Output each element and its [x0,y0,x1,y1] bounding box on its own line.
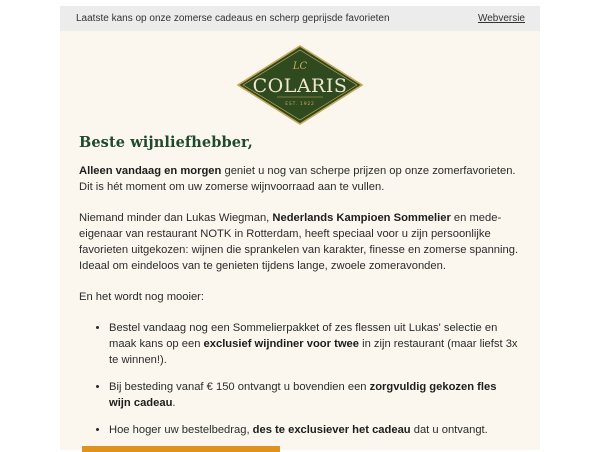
bullet-bold: exclusief wijndiner voor twee [203,338,359,350]
greeting-heading: Beste wijnliefhebber, [79,134,253,151]
cta-button[interactable] [82,446,280,452]
paragraph-sommelier [79,210,521,274]
bullet-text: in zijn restaurant (maar liefst 3x te winnen!). [109,338,518,366]
colaris-logo[interactable] [237,45,363,125]
bullet-text: . [172,397,176,409]
sommelier-title: Nederlands Kampioen Sommelier [272,212,451,224]
bullet-bold: zorgvuldig gekozen fles wijn cadeau [109,381,497,409]
logo-diamond-icon [237,45,363,125]
list-item [109,320,521,368]
bullet-text-pre: Bij besteding vanaf € 150 ontvangt u bovendien een [109,381,370,393]
bullet-text: dat u ontvangt. [410,424,488,436]
bullet-text-pre: Hoe hoger uw bestelbedrag, [109,424,253,436]
intro-bold: Alleen vandaag en morgen [79,165,222,177]
email-content [60,31,540,450]
intro-text: geniet u nog van scherpe prijzen op onze zomerfavorieten. Dit is hét moment om uw zomerse wijnvoorraad aan te vullen. [79,165,516,193]
logo-monogram: LC [292,61,308,72]
paragraph-intro [79,163,521,195]
preheader-text: Laatste kans op onze zomerse cadeaus en scherp geprijsde favorieten [76,13,390,24]
sommelier-text: en mede-eigenaar van restaurant NOTK in Rotterdam, heeft speciaal voor u zijn persoonlijke favorieten uitgekozen: wijnen die sprankelen van karakter, finesse en zomerse spanning. Ideaal om eindeloos van te genieten tijdens lange, zwoele zomeravonden. [79,212,519,272]
bullet-text-pre: Bestel vandaag nog een Sommelierpakket of zes flessen uit Lukas' selectie en maak kans op een [109,322,498,350]
webversion-link[interactable]: Webversie [477,13,525,24]
list-item [109,379,521,411]
benefit-list [79,320,521,438]
preheader-bar [60,6,540,31]
logo-est: EST. 1922 [285,102,315,107]
list-item [109,422,521,438]
sommelier-text-pre: Niemand minder dan Lukas Wiegman, [79,212,273,224]
paragraph-more: En het wordt nog mooier: [79,291,204,303]
email-body [79,163,521,449]
logo-brand-name: COLARIS [252,75,348,97]
bullet-bold: des te exclusiever het cadeau [252,424,411,436]
